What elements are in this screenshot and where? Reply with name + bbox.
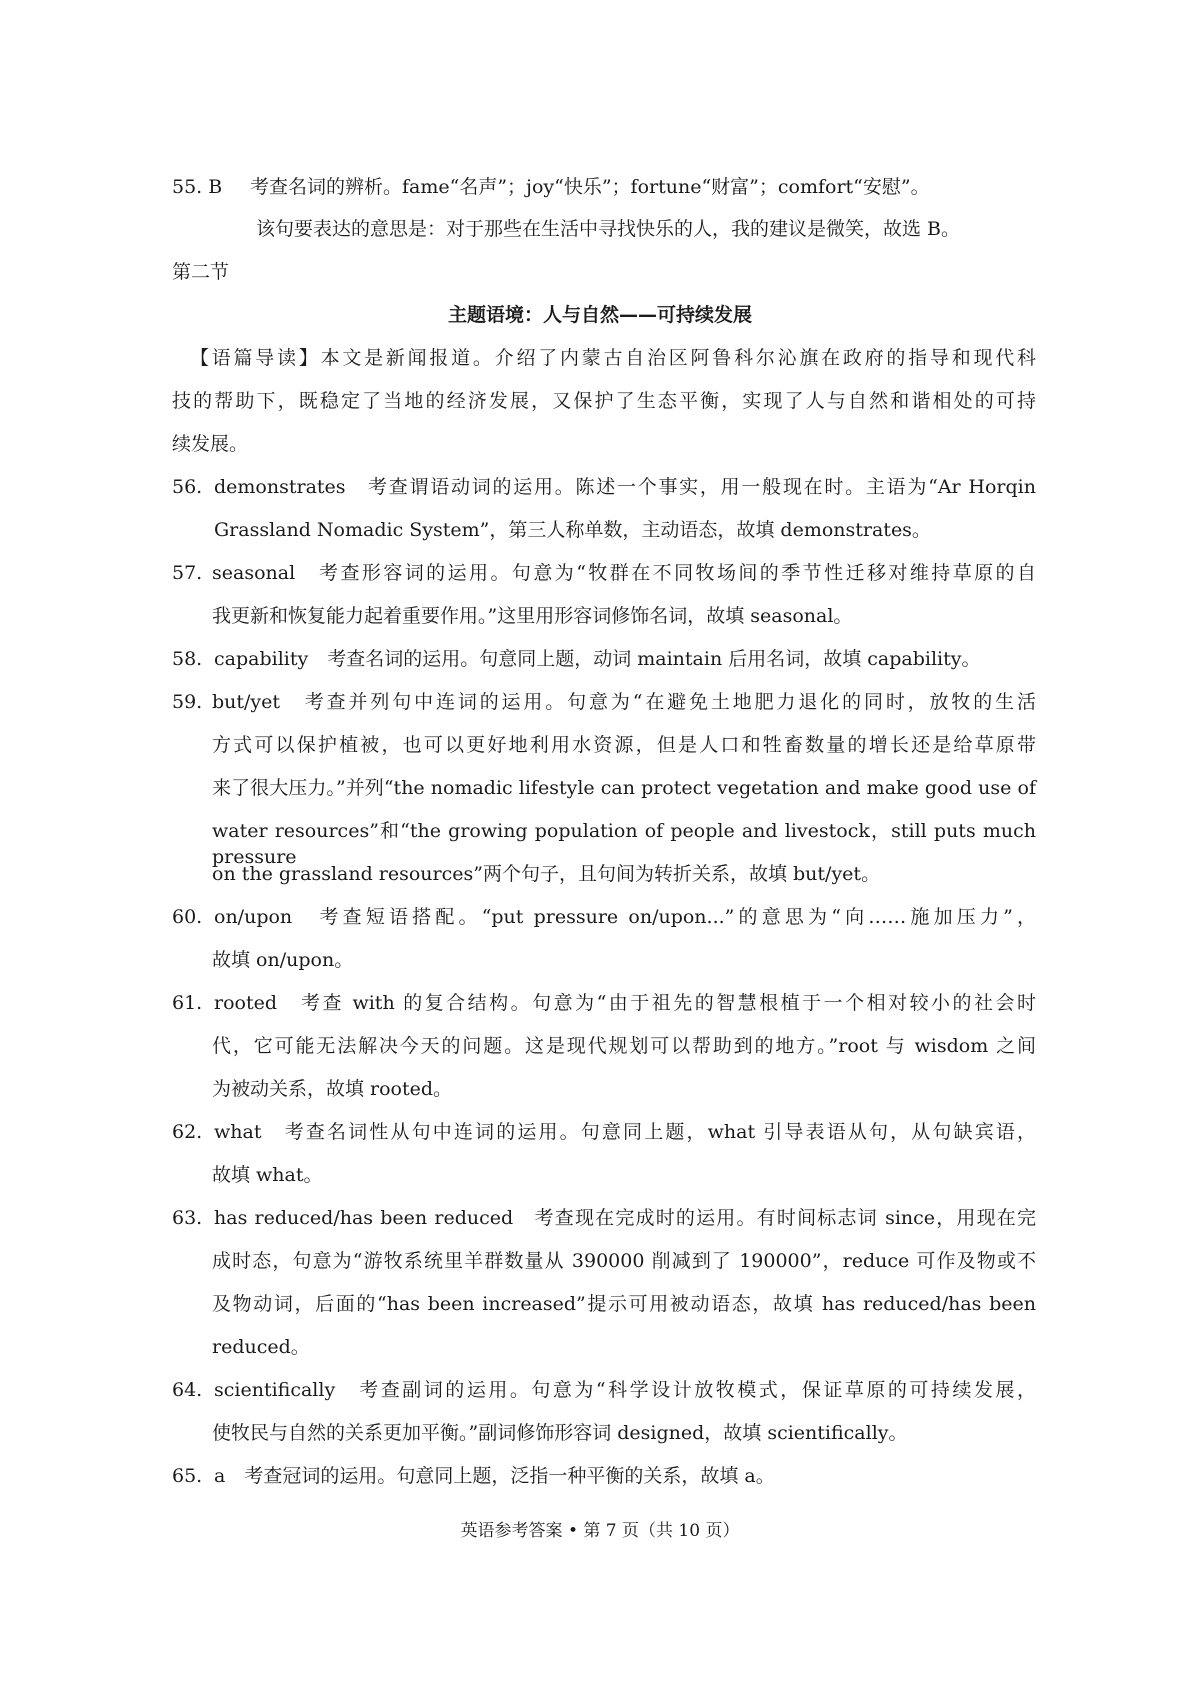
q55-text: 考查名词的辨析。fame“名声”；joy“快乐”；fortune“财富”；comfort“安慰”。 (250, 176, 930, 198)
answer-59-line-1: but/yet 考查并列句中连词的运用。句意为“在避免土地肥力退化的同时，放牧的生活 (212, 691, 1036, 713)
answer-57-line-1: seasonal 考查形容词的运用。句意为“牧群在不同牧场间的季节性迁移对维持草原的自 (212, 562, 1036, 584)
answer-62-line-1: what 考查名词性从句中连词的运用。句意同上题，what 引导表语从句，从句缺宾语， (214, 1121, 1036, 1143)
intro-line-2: 技的帮助下，既稳定了当地的经济发展，又保护了生态平衡，实现了人与自然和谐相处的可持 (172, 390, 1036, 412)
answer-65-number: 65. (172, 1465, 203, 1487)
answer-59-line-5: on the grassland resources”两个句子，且句间为转折关系，故填 but/yet。 (212, 863, 881, 885)
answer-64-line-1: scientifically 考查副词的运用。句意为“科学设计放牧模式，保证草原的可持续发展， (214, 1379, 1036, 1401)
answer-56-line-1: demonstrates 考查谓语动词的运用。陈述一个事实，用一般现在时。主语为“Ar Horqin (214, 476, 1036, 498)
answer-60-line-2: 故填 on/upon。 (212, 949, 354, 971)
answer-59-number: 59. (172, 691, 203, 713)
section-heading: 第二节 (172, 261, 230, 283)
answer-58-number: 58. (172, 648, 203, 670)
answer-63-line-3: 及物动词，后面的“has been increased”提示可用被动语态，故填 has reduced/has been (212, 1293, 1036, 1315)
answer-58-line-1: capability 考查名词的运用。句意同上题，动词 maintain 后用名词，故填 capability。 (214, 648, 981, 670)
answer-59-line-3: 来了很大压力。”并列“the nomadic lifestyle can protect vegetation and make good use of (212, 777, 1036, 799)
q55-number: 55. B (172, 176, 223, 198)
page-footer: 英语参考答案 • 第 7 页（共 10 页） (460, 1521, 740, 1541)
answer-63-line-2: 成时态，句意为“游牧系统里羊群数量从 390000 削减到了 190000”，reduce 可作及物或不 (212, 1250, 1036, 1272)
answer-59-line-4: water resources”和“the growing population of people and livestock，still puts much pressure (212, 820, 1036, 868)
answer-63-line-4: reduced。 (212, 1336, 310, 1358)
answer-64-line-2: 使牧民与自然的关系更加平衡。”副词修饰形容词 designed，故填 scientifically。 (212, 1422, 908, 1444)
answer-60-number: 60. (172, 906, 203, 928)
answer-57-line-2: 我更新和恢复能力起着重要作用。”这里用形容词修饰名词，故填 seasonal。 (212, 605, 853, 627)
topic-title: 主题语境：人与自然——可持续发展 (447, 304, 752, 326)
answer-62-number: 62. (172, 1121, 203, 1143)
answer-63-number: 63. (172, 1207, 203, 1229)
answer-56-line-2: Grassland Nomadic System”，第三人称单数，主动语态，故填 demonstrates。 (214, 519, 931, 541)
answer-56-number: 56. (172, 476, 203, 498)
intro-line-1: 【语篇导读】本文是新闻报道。介绍了内蒙古自治区阿鲁科尔沁旗在政府的指导和现代科 (190, 347, 1036, 369)
answer-61-line-2: 代，它可能无法解决今天的问题。这是现代规划可以帮助到的地方。”root 与 wisdom 之间 (212, 1035, 1036, 1057)
q55-explanation: 该句要表达的意思是：对于那些在生活中寻找快乐的人，我的建议是微笑，故选 B。 (256, 218, 961, 240)
answer-63-line-1: has reduced/has been reduced 考查现在完成时的运用。有时间标志词 since，用现在完 (214, 1207, 1036, 1229)
answer-64-number: 64. (172, 1379, 203, 1401)
answer-60-line-1: on/upon 考查短语搭配。“put pressure on/upon...”的意思为“向……施加压力”， (214, 906, 1036, 928)
intro-line-3: 续发展。 (172, 433, 249, 455)
answer-61-number: 61. (172, 992, 203, 1014)
answer-61-line-1: rooted 考查 with 的复合结构。句意为“由于祖先的智慧根植于一个相对较小的社会时 (214, 992, 1036, 1014)
answer-57-number: 57. (172, 562, 203, 584)
answer-61-line-3: 为被动关系，故填 rooted。 (212, 1078, 453, 1100)
answer-65-line-1: a 考查冠词的运用。句意同上题，泛指一种平衡的关系，故填 a。 (214, 1465, 775, 1487)
answer-62-line-2: 故填 what。 (212, 1164, 323, 1186)
answer-59-line-2: 方式可以保护植被，也可以更好地利用水资源，但是人口和牲畜数量的增长还是给草原带 (212, 734, 1036, 756)
